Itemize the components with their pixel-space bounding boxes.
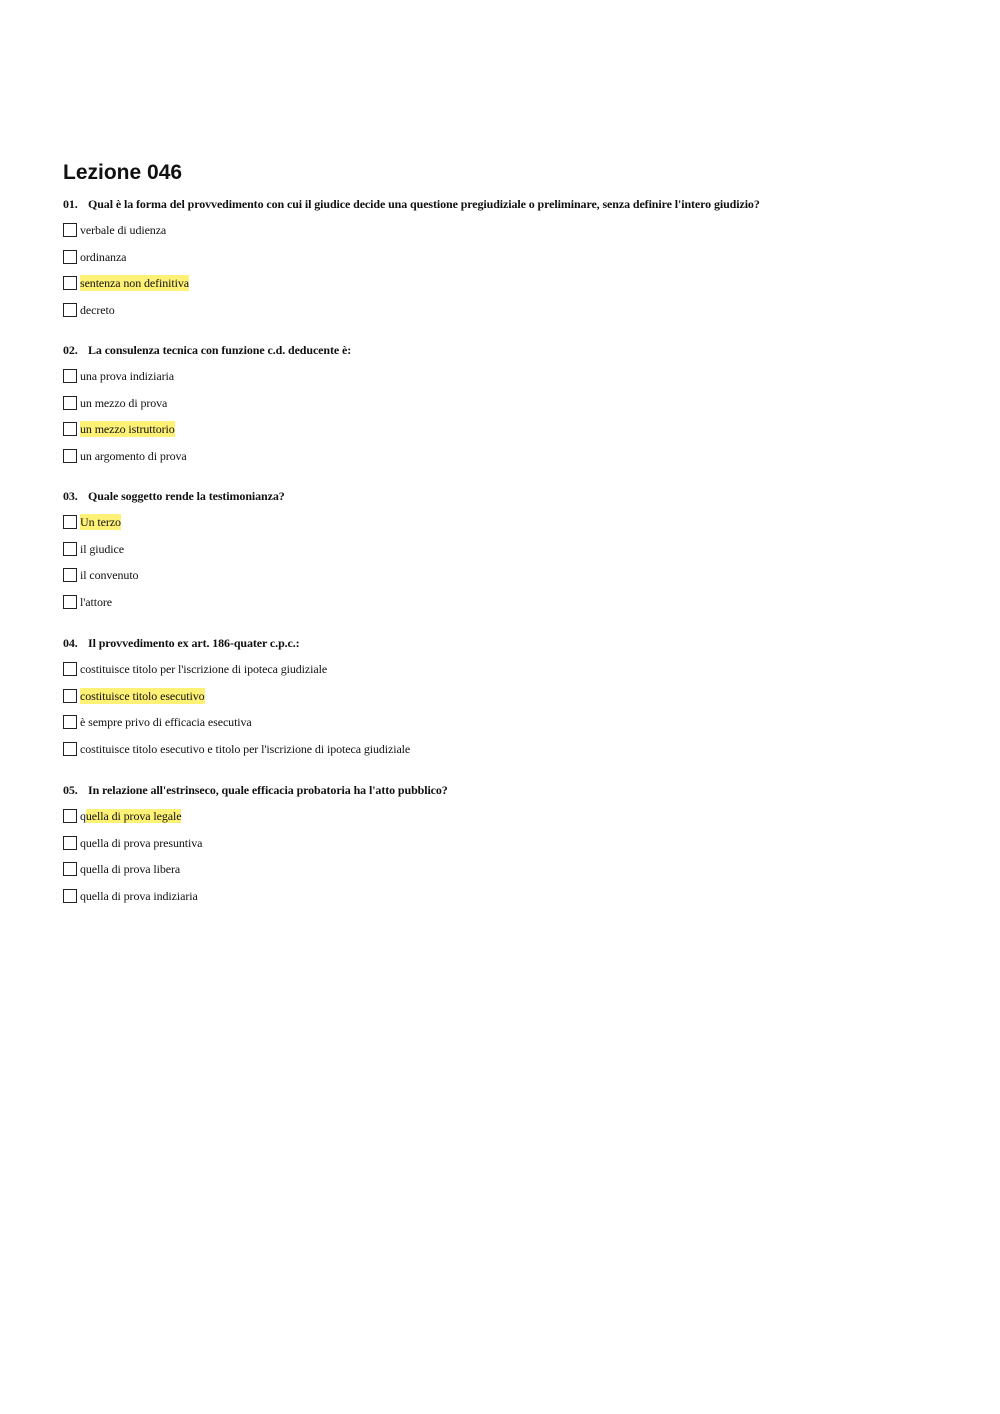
answer-label: quella di prova indiziaria <box>80 888 198 903</box>
answer-checkbox[interactable] <box>63 689 77 703</box>
question-body: La consulenza tecnica con funzione c.d. deducente è: <box>88 343 352 357</box>
answer-label-prefix: q <box>80 809 86 823</box>
question-text <box>63 635 963 651</box>
answer-option[interactable] <box>63 888 963 904</box>
question-03 <box>63 488 963 620</box>
answer-option[interactable] <box>63 368 963 384</box>
answer-label: un mezzo di prova <box>80 395 168 410</box>
answer-option[interactable] <box>63 249 963 265</box>
answer-label: una prova indiziaria <box>80 369 174 383</box>
answer-option-correct[interactable] <box>63 514 963 530</box>
answer-label: il giudice <box>80 541 124 556</box>
answer-checkbox[interactable] <box>63 809 77 823</box>
answer-label: quella di prova presuntiva <box>80 835 203 850</box>
lesson-title: Lezione 046 <box>63 161 183 184</box>
answer-checkbox[interactable] <box>63 715 77 729</box>
question-text <box>63 342 963 358</box>
question-number: 01. <box>63 197 78 211</box>
answer-options <box>63 661 963 757</box>
answer-options <box>63 808 963 904</box>
answer-checkbox[interactable] <box>63 542 77 556</box>
answer-label: ordinanza <box>80 249 127 264</box>
question-01 <box>63 196 963 328</box>
answer-option-correct[interactable] <box>63 275 963 291</box>
question-text <box>63 782 963 798</box>
question-body: Qual è la forma del provvedimento con cui il giudice decide una questione pregiudiziale o preliminare, senza definire l'intero giudizio? <box>88 197 760 211</box>
answer-checkbox[interactable] <box>63 662 77 676</box>
answer-option[interactable] <box>63 714 963 730</box>
answer-label-highlighted: un mezzo istruttorio <box>80 422 175 436</box>
question-05 <box>63 782 963 914</box>
answer-option[interactable] <box>63 222 963 238</box>
answer-label: costituisce titolo per l'iscrizione di ipoteca giudiziale <box>80 662 328 676</box>
answer-checkbox[interactable] <box>63 276 77 290</box>
answer-checkbox[interactable] <box>63 369 77 383</box>
answer-label: verbale di udienza <box>80 223 167 237</box>
question-number: 02. <box>63 343 78 357</box>
answer-option-correct[interactable] <box>63 808 963 824</box>
question-text <box>63 196 963 212</box>
answer-checkbox[interactable] <box>63 862 77 876</box>
answer-checkbox[interactable] <box>63 568 77 582</box>
answer-option[interactable] <box>63 567 963 583</box>
answer-label-highlighted: Un terzo <box>80 515 121 529</box>
question-body: In relazione all'estrinseco, quale efficacia probatoria ha l'atto pubblico? <box>88 783 448 797</box>
question-number: 04. <box>63 636 78 650</box>
answer-option[interactable] <box>63 661 963 677</box>
answer-label: l'attore <box>80 594 113 609</box>
question-text <box>63 488 963 504</box>
answer-checkbox[interactable] <box>63 742 77 756</box>
answer-label <box>80 808 181 824</box>
answer-option[interactable] <box>63 395 963 411</box>
answer-checkbox[interactable] <box>63 422 77 436</box>
answer-option[interactable] <box>63 835 963 851</box>
question-04 <box>63 635 963 767</box>
answer-label-highlighted: costituisce titolo esecutivo <box>80 688 205 703</box>
answer-checkbox[interactable] <box>63 303 77 317</box>
question-body: Il provvedimento ex art. 186-quater c.p.c.: <box>88 636 300 650</box>
answer-label: decreto <box>80 302 115 317</box>
answer-label-highlighted: sentenza non definitiva <box>80 276 189 290</box>
answer-checkbox[interactable] <box>63 449 77 463</box>
answer-checkbox[interactable] <box>63 515 77 529</box>
question-number: 05. <box>63 783 78 797</box>
answer-option[interactable] <box>63 861 963 877</box>
answer-options <box>63 222 963 318</box>
answer-checkbox[interactable] <box>63 396 77 410</box>
answer-label: il convenuto <box>80 568 139 582</box>
answer-option[interactable] <box>63 541 963 557</box>
question-body: Quale soggetto rende la testimonianza? <box>88 489 285 503</box>
answer-option[interactable] <box>63 594 963 610</box>
question-02 <box>63 342 963 474</box>
answer-label: un argomento di prova <box>80 448 187 463</box>
answer-option[interactable] <box>63 741 963 757</box>
answer-option-correct[interactable] <box>63 688 963 704</box>
answer-options <box>63 368 963 464</box>
answer-label: costituisce titolo esecutivo e titolo per l'iscrizione di ipoteca giudiziale <box>80 741 411 756</box>
answer-checkbox[interactable] <box>63 889 77 903</box>
answer-label: quella di prova libera <box>80 862 181 876</box>
answer-checkbox[interactable] <box>63 836 77 850</box>
answer-checkbox[interactable] <box>63 223 77 237</box>
answer-option-correct[interactable] <box>63 421 963 437</box>
answer-options <box>63 514 963 610</box>
answer-option[interactable] <box>63 448 963 464</box>
answer-option[interactable] <box>63 302 963 318</box>
answer-label-highlighted: uella di prova legale <box>85 809 182 823</box>
answer-checkbox[interactable] <box>63 595 77 609</box>
answer-checkbox[interactable] <box>63 250 77 264</box>
answer-label: è sempre privo di efficacia esecutiva <box>80 715 252 729</box>
question-number: 03. <box>63 489 78 503</box>
